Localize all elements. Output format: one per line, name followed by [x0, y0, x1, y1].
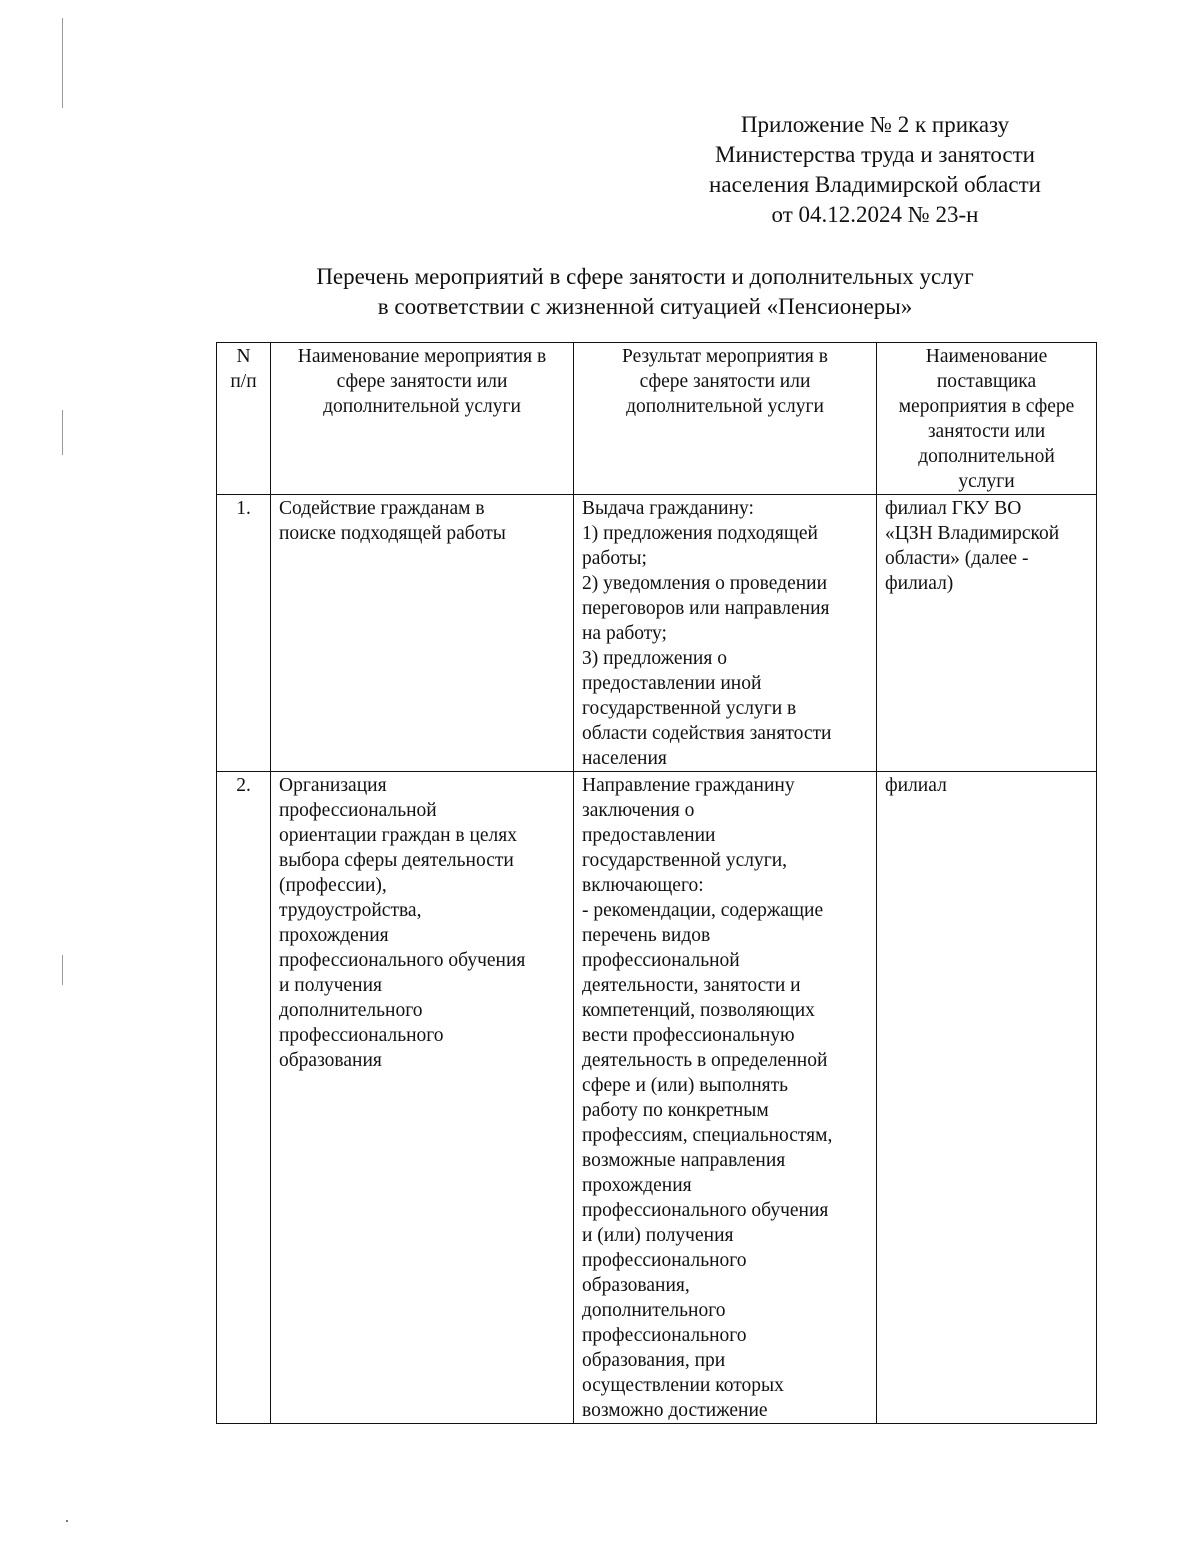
cell-line: возможно достижение [582, 1400, 768, 1421]
cell-line: филиал [885, 775, 947, 796]
cell-line: осуществлении которых [582, 1375, 784, 1396]
cell-line: дополнительного [279, 1000, 423, 1021]
header-activity [271, 343, 574, 495]
cell-line: прохождения [582, 1175, 692, 1196]
cell-line: профессионального [279, 1025, 444, 1046]
row-provider [877, 495, 1097, 772]
cell-line: образования, [582, 1275, 690, 1296]
row-activity [271, 495, 574, 772]
cell-line: области» (далее - [885, 548, 1029, 569]
row-provider [877, 772, 1097, 1424]
cell-line: деятельности, занятости и [582, 975, 801, 996]
cell-line: возможные направления [582, 1150, 786, 1171]
table-row [217, 495, 1097, 772]
cell-line: профессионального обучения [279, 950, 526, 971]
cell-line: выбора сферы деятельности [279, 850, 514, 871]
cell-line: ориентации граждан в целях [279, 825, 518, 846]
cell-line: - рекомендации, содержащие [582, 900, 824, 921]
header-line: мероприятия в сфере [898, 396, 1075, 417]
activities-table [216, 342, 1097, 1424]
scan-edge-mark [62, 410, 63, 455]
row-result [574, 772, 877, 1424]
cell-line: 2) уведомления о проведении [582, 573, 828, 594]
cell-line: государственной услуги, [582, 850, 788, 871]
header-line: дополнительной [918, 446, 1055, 467]
cell-line: населения [582, 748, 667, 769]
cell-line: государственной услуги в [582, 698, 797, 719]
cell-line: прохождения [279, 925, 389, 946]
cell-line: предоставлении иной [582, 673, 762, 694]
cell-line: профессионального обучения [582, 1200, 829, 1221]
header-line: дополнительной услуги [626, 396, 824, 417]
cell-line: профессионального [582, 1325, 747, 1346]
cell-line: 3) предложения о [582, 648, 727, 669]
cell-line: филиал) [885, 573, 954, 594]
cell-line: профессиональной [279, 800, 437, 821]
cell-line: Направление гражданину [582, 775, 795, 796]
row-activity [271, 772, 574, 1424]
header-line: услуги [958, 471, 1015, 492]
table-row [217, 772, 1097, 1424]
cell-line: профессионального [582, 1250, 747, 1271]
cell-line: образования, при [582, 1350, 726, 1371]
title-line: Перечень мероприятий в сфере занятости и дополнительных услуг [316, 264, 974, 289]
header-line: сфере занятости или [639, 371, 811, 392]
header-number [217, 343, 271, 495]
cell-line: и получения [279, 975, 383, 996]
header-line: занятости или [927, 421, 1046, 442]
table-header-row [217, 343, 1097, 495]
cell-line: Организация [279, 775, 387, 796]
appendix-line: Министерства труда и занятости [715, 142, 1035, 167]
header-line: Наименование мероприятия в [297, 346, 547, 367]
cell-line: поиске подходящей работы [279, 523, 506, 544]
document-title [200, 262, 1090, 322]
cell-line: Выдача гражданину: [582, 498, 754, 519]
cell-line: профессиям, специальностям, [582, 1125, 833, 1146]
cell-line: трудоустройства, [279, 900, 422, 921]
cell-line: вести профессиональную [582, 1025, 795, 1046]
appendix-line: Приложение № 2 к приказу [740, 112, 1010, 137]
header-line: Наименование [925, 346, 1048, 367]
cell-line: Содействие гражданам в [279, 498, 485, 519]
cell-line: включающего: [582, 875, 704, 896]
cell-line: предоставлении [582, 825, 716, 846]
cell-line: «ЦЗН Владимирской [885, 523, 1060, 544]
cell-line: компетенций, позволяющих [582, 1000, 815, 1021]
row-number: 2. [217, 772, 271, 1424]
title-line: в соответствии с жизненной ситуацией «Пенсионеры» [377, 294, 913, 319]
row-result [574, 495, 877, 772]
cell-line: работы; [582, 548, 647, 569]
cell-line: профессиональной [582, 950, 740, 971]
cell-line: деятельность в определенной [582, 1050, 828, 1071]
cell-line: и (или) получения [582, 1225, 734, 1246]
cell-line: образования [279, 1050, 382, 1071]
row-number: 1. [217, 495, 271, 772]
header-line: N [236, 346, 251, 367]
cell-line: переговоров или направления [582, 598, 830, 619]
scan-edge-mark [62, 18, 63, 108]
cell-line: филиал ГКУ ВО [885, 498, 1022, 519]
cell-line: дополнительного [582, 1300, 726, 1321]
header-line: п/п [230, 371, 257, 392]
cell-line: (профессии), [279, 875, 387, 896]
header-provider [877, 343, 1097, 495]
header-line: сфере занятости или [336, 371, 508, 392]
cell-line: заключения о [582, 800, 695, 821]
header-line: Результат мероприятия в [622, 346, 828, 367]
cell-line: на работу; [582, 623, 667, 644]
appendix-line: населения Владимирской области [709, 172, 1041, 197]
scan-dot [66, 1520, 68, 1522]
header-line: поставщика [936, 371, 1037, 392]
cell-line: области содействия занятости [582, 723, 832, 744]
header-result [574, 343, 877, 495]
scan-edge-mark [62, 955, 63, 985]
header-line: дополнительной услуги [323, 396, 521, 417]
appendix-line: от 04.12.2024 № 23-н [771, 202, 979, 227]
cell-line: работу по конкретным [582, 1100, 769, 1121]
cell-line: перечень видов [582, 925, 711, 946]
appendix-header [660, 110, 1090, 230]
cell-line: 1) предложения подходящей [582, 523, 818, 544]
cell-line: сфере и (или) выполнять [582, 1075, 789, 1096]
